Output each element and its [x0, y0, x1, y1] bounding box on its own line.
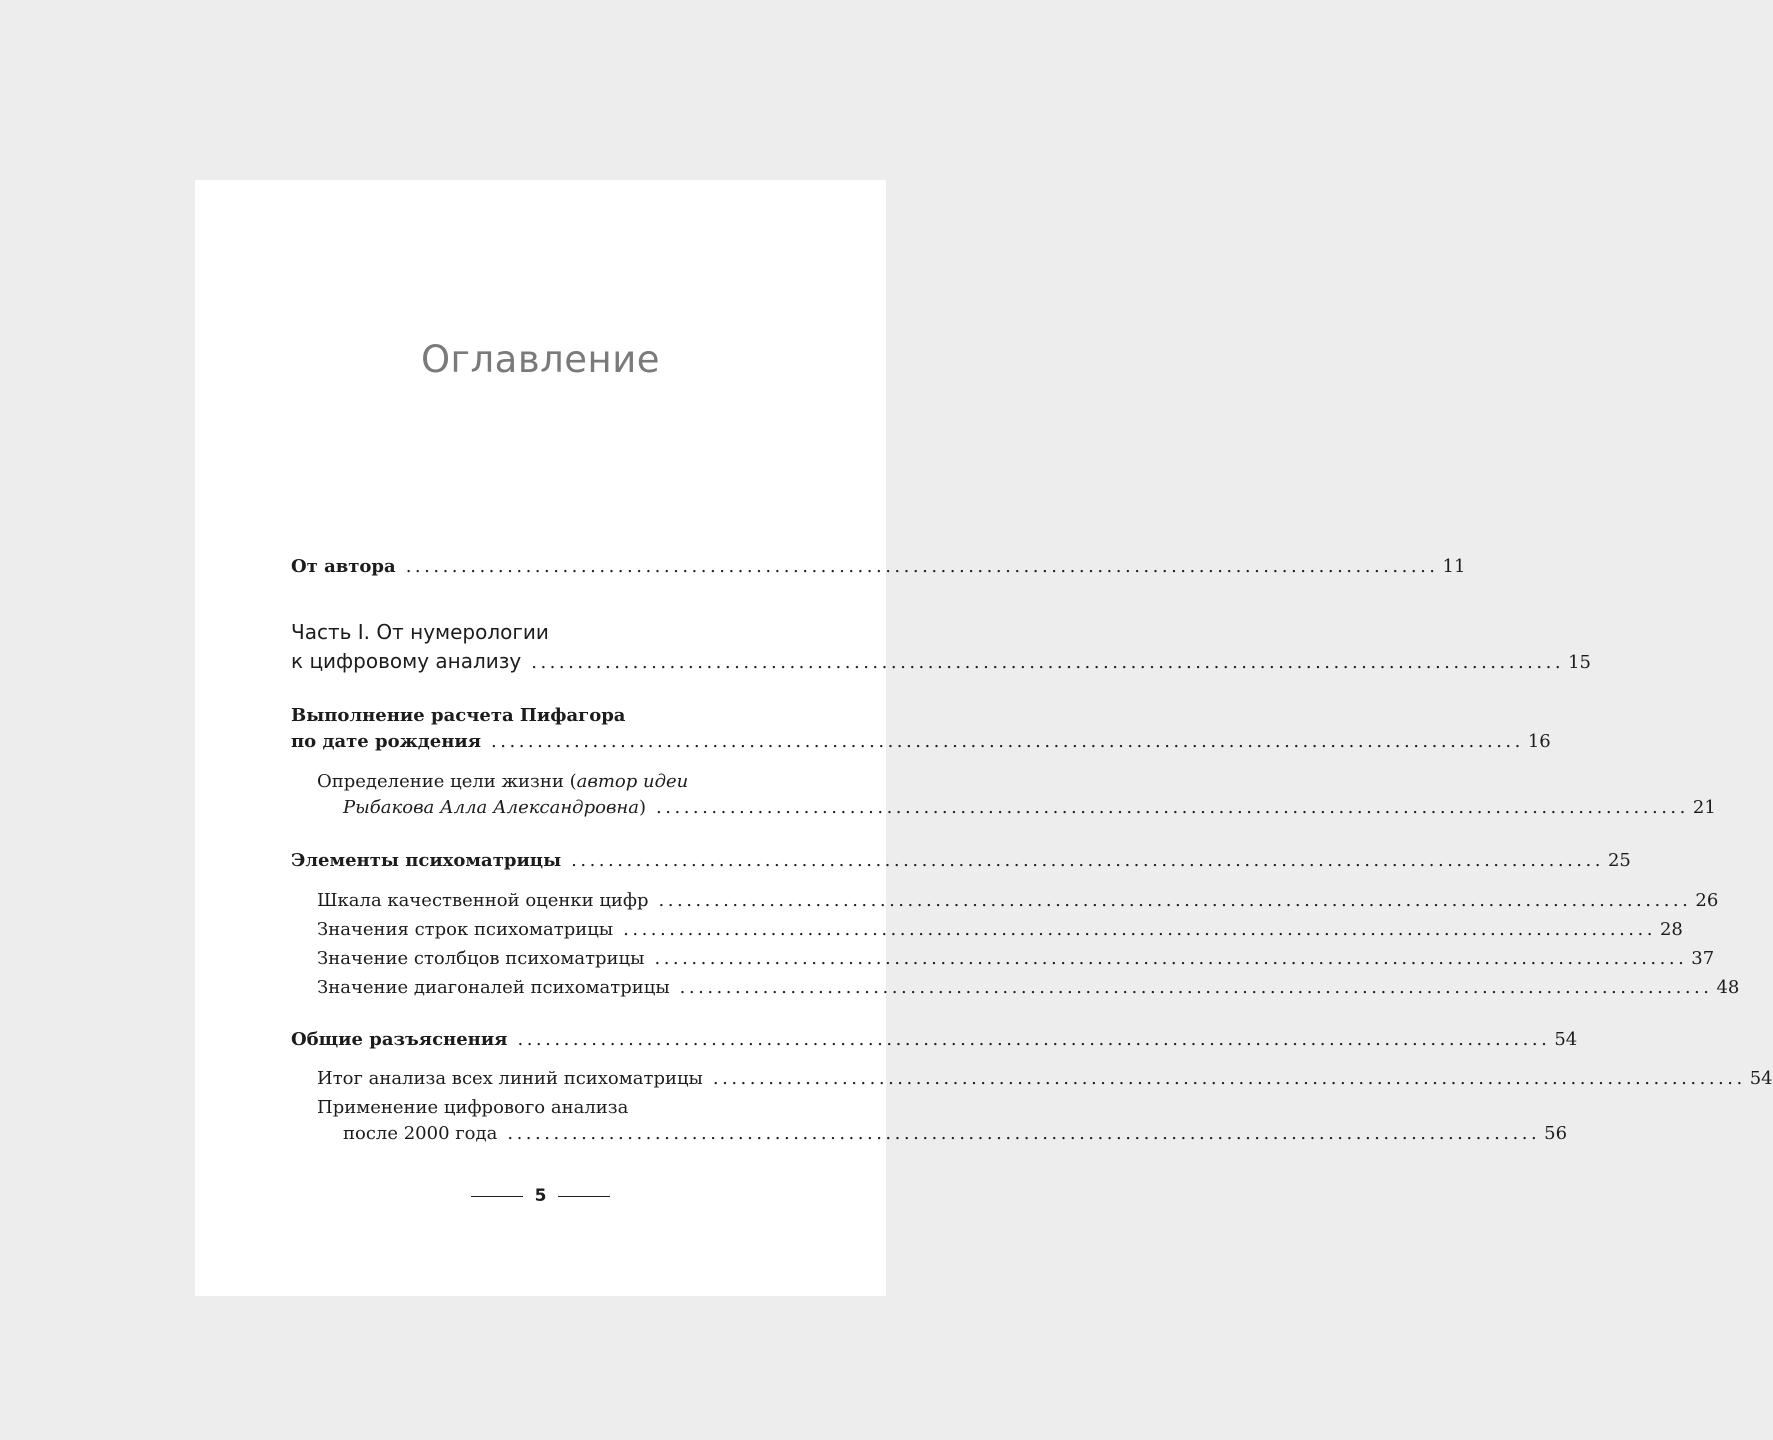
page-folio	[195, 1186, 886, 1206]
toc-entry-paren: )	[639, 797, 647, 818]
toc-page-number: 26	[1695, 890, 1719, 911]
toc-entry-italic: автор идеи	[576, 771, 689, 792]
toc-entry-title: Элементы психоматрицы	[291, 850, 562, 871]
toc-entry-title: Итог анализа всех линий психоматрицы	[317, 1068, 703, 1089]
toc-entry-application	[317, 1095, 1568, 1147]
dot-leader: ................................................................................................................	[654, 948, 1688, 969]
toc-entry-title: Применение цифрового анализа	[317, 1097, 629, 1118]
toc-page-number: 15	[1568, 652, 1591, 673]
dot-leader: ................................................................................................................	[491, 731, 1524, 752]
toc-page-number: 25	[1607, 850, 1631, 871]
dot-leader: ................................................................................................................	[623, 919, 1656, 940]
toc-page-number: 48	[1716, 977, 1740, 998]
dot-leader: ................................................................................................................	[679, 977, 1713, 998]
folio-number: 5	[534, 1186, 547, 1206]
toc-entry-title: Значение диагоналей психоматрицы	[317, 977, 670, 998]
toc-entry-rows	[317, 917, 1683, 943]
toc-entry-title: Значения строк психоматрицы	[317, 919, 614, 940]
toc-entry-title-cont: после 2000 года	[343, 1123, 498, 1144]
toc-entry-elements	[291, 848, 1631, 874]
dot-leader: ................................................................................................................	[531, 652, 1565, 673]
toc-entry-columns	[317, 946, 1715, 972]
toc-entry-from-author	[291, 554, 1466, 580]
toc-page-number: 54	[1749, 1068, 1773, 1089]
toc-entry-title-cont: к цифровому анализу	[291, 649, 522, 673]
toc-page-number: 37	[1691, 948, 1715, 969]
toc-entry-title: От автора	[291, 556, 396, 577]
toc-entry-title: Часть I. От нумерологии	[291, 620, 549, 644]
dot-leader: ................................................................................................................	[656, 797, 1689, 818]
dot-leader: ................................................................................................................	[507, 1123, 1541, 1144]
toc-page-number: 28	[1659, 919, 1683, 940]
dot-leader: ................................................................................................................	[405, 556, 1439, 577]
toc-entry-summary	[317, 1066, 1773, 1092]
toc-entry-title: Шкала качественной оценки цифр	[317, 890, 649, 911]
folio-rule-right	[558, 1196, 610, 1197]
toc-entry-scale	[317, 888, 1719, 914]
toc-page-number: 21	[1692, 797, 1716, 818]
dot-leader: ................................................................................................................	[658, 890, 1692, 911]
toc-page-number: 56	[1544, 1123, 1568, 1144]
folio-rule-left	[471, 1196, 523, 1197]
toc-entry-title-cont: по дате рождения	[291, 731, 482, 752]
toc-entry-life-goal	[317, 769, 1716, 821]
dot-leader: ................................................................................................................	[517, 1029, 1551, 1050]
toc-page-number: 11	[1442, 556, 1466, 577]
toc-entry-diagonals	[317, 975, 1740, 1001]
toc-entry-part-1	[291, 618, 1591, 677]
dot-leader: ................................................................................................................	[712, 1068, 1746, 1089]
toc-entry-general	[291, 1027, 1578, 1053]
toc-entry-italic-cont: Рыбакова Алла Александровна	[343, 797, 640, 818]
toc-entry-title: Выполнение расчета Пифагора	[291, 705, 626, 726]
toc-page-number: 16	[1527, 731, 1551, 752]
toc-entry-pythagoras	[291, 703, 1551, 755]
book-page	[195, 180, 1773, 1296]
toc-entry-title: Определение цели жизни (	[317, 771, 577, 792]
toc-entry-title: Значение столбцов психоматрицы	[317, 948, 645, 969]
toc-entry-title: Общие разъяснения	[291, 1029, 508, 1050]
dot-leader: ................................................................................................................	[571, 850, 1604, 871]
page-title: Оглавление	[420, 338, 661, 381]
toc-page-number: 54	[1554, 1029, 1578, 1050]
